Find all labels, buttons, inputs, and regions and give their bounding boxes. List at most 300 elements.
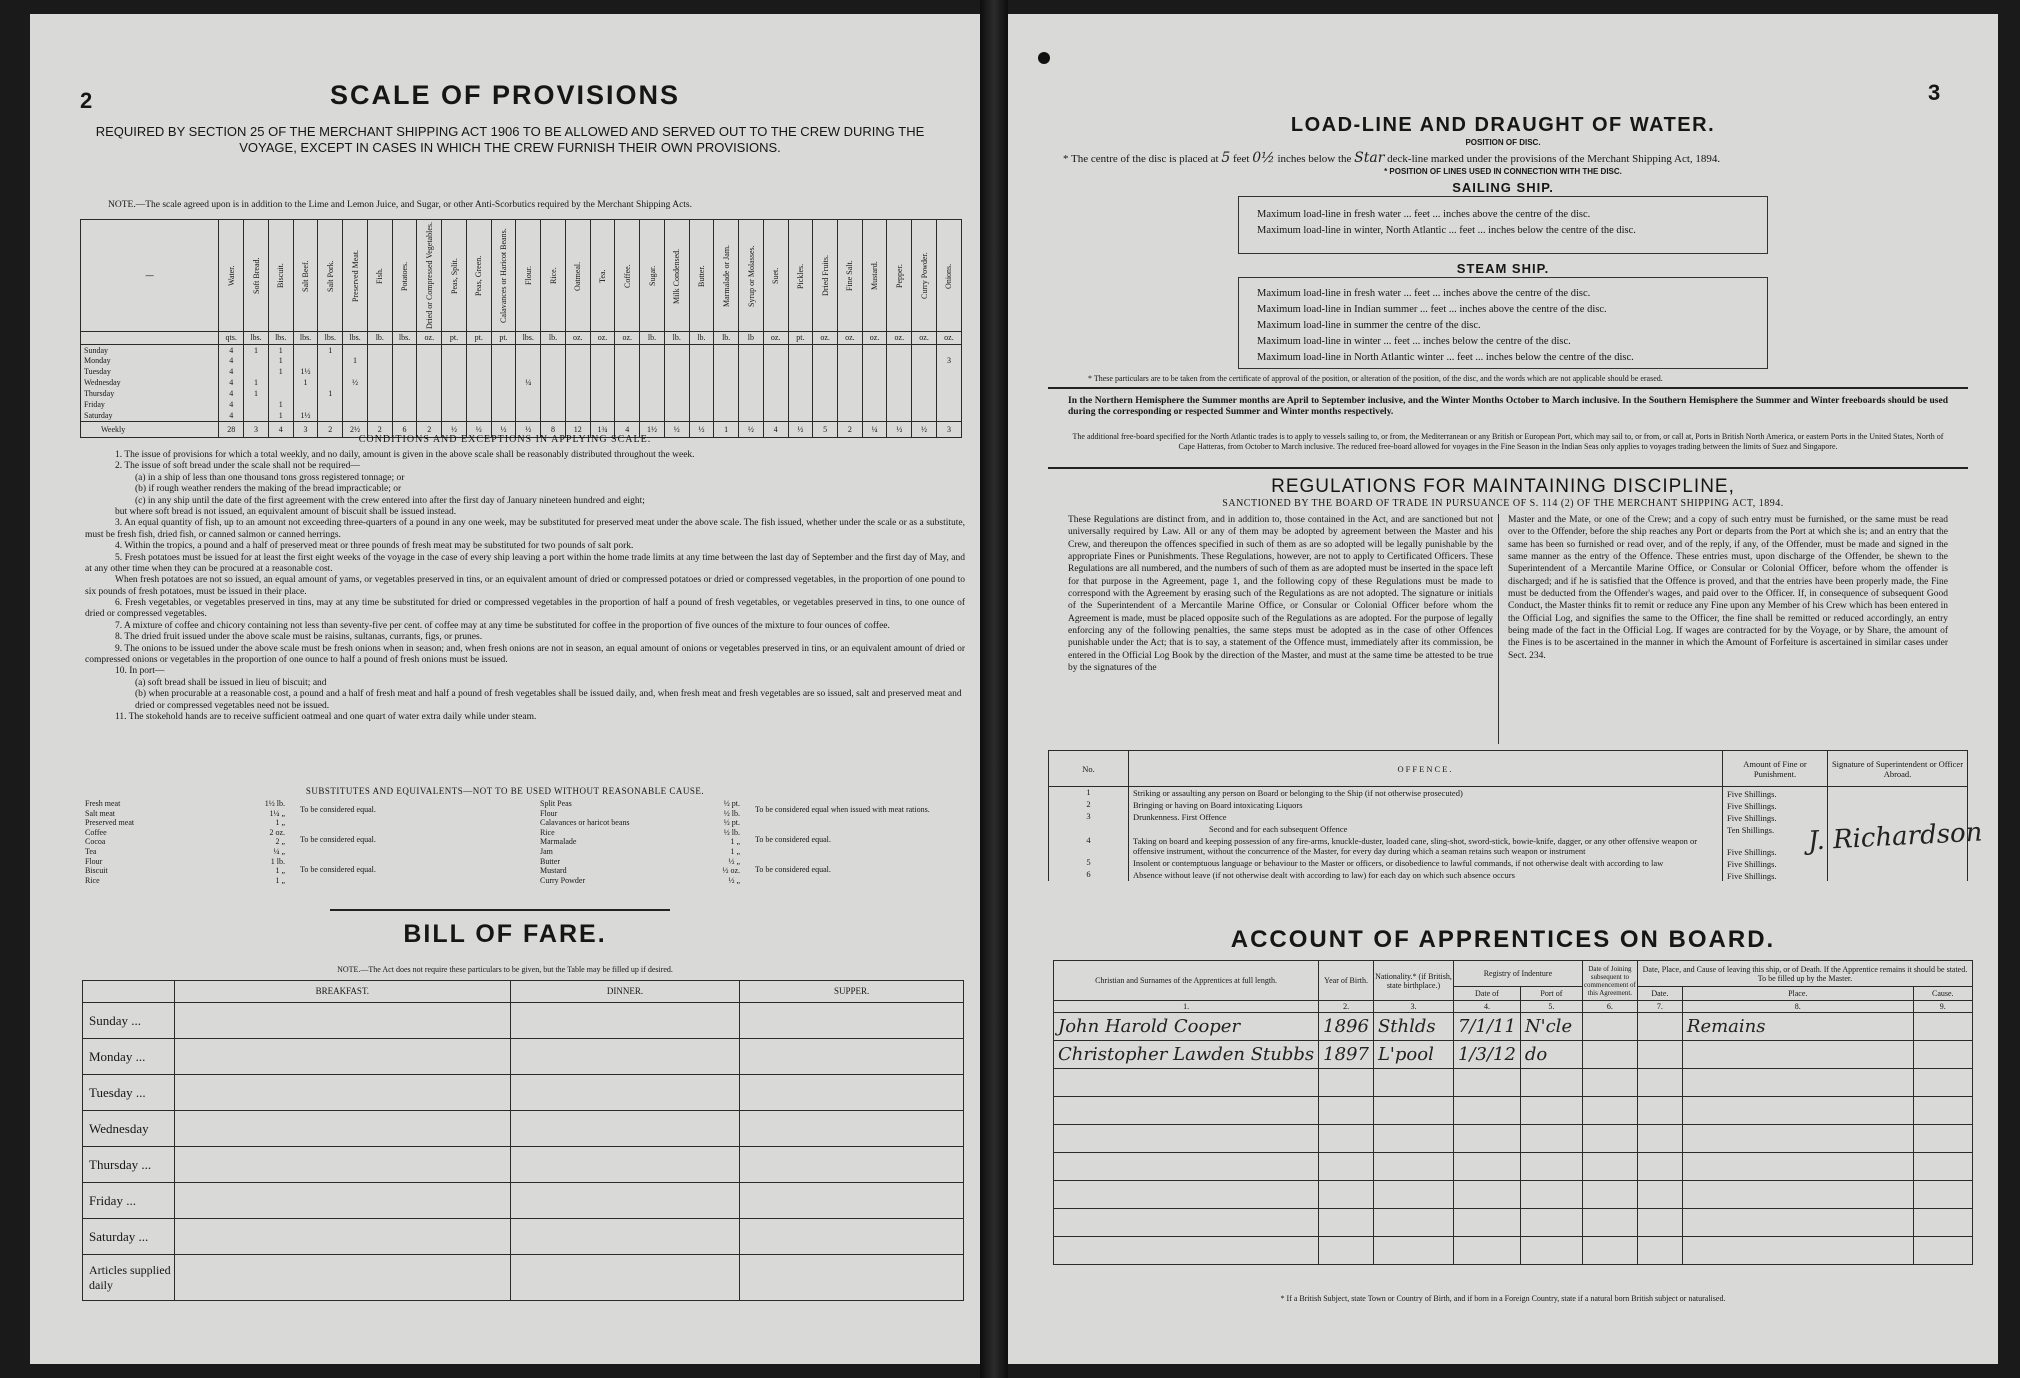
- provision-cell: [343, 366, 368, 377]
- provision-column-header: Salt Pork.: [318, 220, 343, 332]
- bill-cell: [175, 1003, 511, 1039]
- offence-text: Insolent or contemptuous language or behaviour to the Master or officers, or disobedience to lawful commands, if not otherwise dealt with according to law: [1129, 857, 1723, 869]
- provision-column-header: Pepper.: [887, 220, 912, 332]
- apprentice-l_cause: [1913, 1209, 1972, 1237]
- provision-cell: [343, 399, 368, 410]
- bill-row: [83, 1003, 964, 1039]
- conditions-list: [85, 450, 965, 723]
- provision-cell: [466, 410, 491, 421]
- provision-cell: [318, 366, 343, 377]
- substitute-qty: 1 „: [730, 846, 740, 856]
- disc-feet-value: 5: [1221, 150, 1231, 166]
- provision-cell: [689, 388, 714, 399]
- apprentice-year: [1319, 1153, 1374, 1181]
- loadline-footnote: * These particulars are to be taken from the certificate of approval of the position, or alteration of the position, of the disc, and the words which are not applicable should be erased.: [1088, 374, 1663, 383]
- provision-cell: [912, 355, 937, 366]
- provision-cell: [293, 399, 318, 410]
- apprentices-footnote: * If a British Subject, state Town or Country of Birth, and if born in a Foreign Country, state if a natural born British subject or naturalised.: [1280, 1294, 1726, 1303]
- weekly-cell: 4: [615, 421, 640, 437]
- provision-cell: [739, 410, 764, 421]
- provision-cell: [739, 377, 764, 388]
- substitute-item: Salt meat: [85, 808, 115, 818]
- substitute-qty: ½ oz.: [722, 866, 740, 876]
- apprentice-nat: [1373, 1209, 1453, 1237]
- substitutes-left: [85, 799, 495, 885]
- bill-cell: [175, 1219, 511, 1255]
- provision-unit: oz.: [912, 331, 937, 344]
- provision-cell: [244, 366, 269, 377]
- provision-column-header: Calavances or Haricot Beans.: [491, 220, 516, 332]
- page-subtitle: REQUIRED BY SECTION 25 OF THE MERCHANT SHIPPING ACT 1906 TO BE ALLOWED AND SERVED OUT TO THE CREW DURING THE VOYAGE, EXCEPT IN CASES IN WHICH THE CREW FURNISH THEIR OWN PROVISIONS.: [95, 124, 925, 155]
- substitute-item: Marmalade: [540, 837, 577, 847]
- provision-unit: oz.: [813, 331, 838, 344]
- provision-cell: [763, 399, 788, 410]
- provision-cell: [664, 377, 689, 388]
- provision-cell: [491, 355, 516, 366]
- apprentice-joining: [1582, 1153, 1637, 1181]
- provision-cell: [318, 355, 343, 366]
- disc-line-text-c: inches below the: [1277, 153, 1352, 165]
- provision-cell: [367, 399, 392, 410]
- bill-row: [83, 1255, 964, 1301]
- provision-cell: [714, 410, 739, 421]
- provision-cell: 1½: [293, 410, 318, 421]
- apprentice-row: [1054, 1209, 1973, 1237]
- provision-cell: [293, 344, 318, 355]
- bill-cell: [510, 1039, 740, 1075]
- bill-cell: [740, 1147, 964, 1183]
- provision-cell: [813, 344, 838, 355]
- apprentice-year: [1319, 1069, 1374, 1097]
- provision-cell: [813, 388, 838, 399]
- apprentice-year: [1319, 1097, 1374, 1125]
- apprentice-remark: [1682, 1097, 1913, 1125]
- sailing-line: Maximum load-line in fresh water ... feet ... inches above the centre of the disc.: [1257, 209, 1591, 220]
- apprentice-row: [1054, 1181, 1973, 1209]
- steam-ship-title: STEAM SHIP.: [1456, 261, 1550, 276]
- disc-deck-value: Star: [1354, 150, 1385, 166]
- provision-cell: [268, 377, 293, 388]
- provision-column-header: Milk Condensed.: [664, 220, 689, 332]
- bill-day-label: Sunday ...: [83, 1003, 175, 1039]
- weekly-cell: ½: [664, 421, 689, 437]
- substitute-qty: 1 „: [275, 875, 285, 885]
- apprentice-year: [1319, 1181, 1374, 1209]
- page-number-right: 3: [1928, 80, 1941, 105]
- disc-line: [1063, 150, 1963, 166]
- bill-cell: [740, 1039, 964, 1075]
- provision-cell: [541, 366, 566, 377]
- app-colnum: 7.: [1637, 1001, 1682, 1013]
- provision-cell: 1½: [293, 366, 318, 377]
- provision-cell: [590, 355, 615, 366]
- provision-column-header: Soft Bread.: [244, 220, 269, 332]
- apprentice-l_date: [1637, 1153, 1682, 1181]
- weekly-cell: 28: [219, 421, 244, 437]
- bill-cell: [740, 1003, 964, 1039]
- apprentice-port: N'cle: [1520, 1013, 1582, 1041]
- app-colnum: 5.: [1520, 1001, 1582, 1013]
- apprentice-l_cause: [1913, 1237, 1972, 1265]
- provision-cell: [689, 377, 714, 388]
- provision-cell: [936, 399, 961, 410]
- condition-item: 6. Fresh vegetables, or vegetables preserved in tins, may at any time be substituted for dried or compressed vegetables in the proportion of half a pound of fresh vegetables, or vegetables preserved in tins, to one ounce of dried or compressed vegetables.: [85, 598, 965, 620]
- provision-unit: oz.: [763, 331, 788, 344]
- bill-cell: [175, 1183, 511, 1219]
- apprentice-name: Christopher Lawden Stubbs: [1054, 1041, 1319, 1069]
- substitutes-title: SUBSTITUTES AND EQUIVALENTS—NOT TO BE USED WITHOUT REASONABLE CAUSE.: [305, 786, 705, 796]
- provision-cell: [417, 410, 442, 421]
- apprentice-port: [1520, 1153, 1582, 1181]
- officer-signature: J. Richardson: [1807, 817, 1984, 857]
- apprentice-l_date: [1637, 1069, 1682, 1097]
- substitute-row: [85, 818, 495, 828]
- bill-day-label: Wednesday: [83, 1111, 175, 1147]
- provision-cell: [788, 355, 813, 366]
- apprentice-port: [1520, 1181, 1582, 1209]
- offence-signature-cell: [1828, 857, 1968, 869]
- apprentice-row: [1054, 1013, 1973, 1041]
- provision-cell: [491, 377, 516, 388]
- offence-no: 2: [1049, 799, 1129, 811]
- condition-item: 5. Fresh potatoes must be issued for at least the first eight weeks of the voyage in the case of every ship leaving a port within the home trade limits at any time between the last day of September and the first day of May, and at any other time when they can be procured at a reasonable cost.: [85, 552, 965, 574]
- condition-item: (c) in any ship until the date of the first agreement with the crew entered into after the first day of January nineteen hundred and eight;: [135, 495, 645, 506]
- substitute-item: Biscuit: [85, 866, 108, 876]
- provision-cell: [912, 410, 937, 421]
- provision-cell: [664, 344, 689, 355]
- provision-cell: [763, 366, 788, 377]
- provision-unit: lbs.: [318, 331, 343, 344]
- provision-column-header: Biscuit.: [268, 220, 293, 332]
- apprentice-l_cause: [1913, 1097, 1972, 1125]
- provision-cell: [466, 344, 491, 355]
- apprentice-name: [1054, 1125, 1319, 1153]
- provision-cell: [367, 377, 392, 388]
- provision-column-header: Potatoes.: [392, 220, 417, 332]
- app-colnum: 3.: [1373, 1001, 1453, 1013]
- provision-cell: [813, 355, 838, 366]
- substitute-item: Preserved meat: [85, 818, 135, 828]
- apprentice-name: [1054, 1097, 1319, 1125]
- apprentices-title: ACCOUNT OF APPRENTICES ON BOARD.: [1230, 926, 1776, 953]
- substitute-row: [540, 876, 960, 886]
- provision-cell: [417, 355, 442, 366]
- provision-cell: 1: [343, 355, 368, 366]
- provision-cell: 4: [219, 399, 244, 410]
- weekly-cell: 2: [318, 421, 343, 437]
- apprentice-nat: [1373, 1069, 1453, 1097]
- book-spine: [980, 0, 1008, 1378]
- bill-cell: [740, 1255, 964, 1301]
- offence-row: [1049, 799, 1968, 811]
- condition-item: 1. The issue of provisions for which a total weekly, and no daily, amount is given in the above scale shall be reasonably distributed throughout the week.: [115, 450, 695, 460]
- apprentice-l_cause: [1913, 1153, 1972, 1181]
- provision-cell: [343, 388, 368, 399]
- weekly-cell: ¼: [862, 421, 887, 437]
- provision-unit: lb.: [689, 331, 714, 344]
- weekly-cell: 5: [813, 421, 838, 437]
- apprentice-nat: Sthlds: [1373, 1013, 1453, 1041]
- provision-unit: pt.: [466, 331, 491, 344]
- provision-cell: [936, 388, 961, 399]
- provision-cell: [788, 388, 813, 399]
- provision-cell: [664, 410, 689, 421]
- bill-cell: [510, 1147, 740, 1183]
- provision-cell: [936, 410, 961, 421]
- bill-cell: [510, 1075, 740, 1111]
- provision-cell: [862, 399, 887, 410]
- provision-day: Thursday: [81, 388, 219, 399]
- provision-column-header: Marmalade or Jam.: [714, 220, 739, 332]
- provision-cell: [664, 388, 689, 399]
- substitute-item: Calavances or haricot beans: [540, 818, 630, 828]
- substitute-item: Flour: [540, 808, 558, 818]
- provision-column-header: Water.: [219, 220, 244, 332]
- apprentice-joining: [1582, 1237, 1637, 1265]
- provision-cell: [912, 366, 937, 377]
- provision-cell: [565, 366, 590, 377]
- units-label-cell: [81, 331, 219, 344]
- apprentice-row: [1054, 1237, 1973, 1265]
- provision-cell: 1: [268, 355, 293, 366]
- weekly-cell: 3: [244, 421, 269, 437]
- provision-cell: [367, 344, 392, 355]
- binding-hole: [1038, 52, 1050, 64]
- substitutes-right: [540, 799, 960, 885]
- weekly-cell: 1½: [640, 421, 665, 437]
- provision-unit: oz.: [862, 331, 887, 344]
- provision-day: Monday: [81, 355, 219, 366]
- provision-cell: [837, 344, 862, 355]
- weekly-cell: 6: [392, 421, 417, 437]
- apprentice-date: [1453, 1097, 1520, 1125]
- provision-cell: [887, 366, 912, 377]
- provision-cell: [541, 399, 566, 410]
- provision-column-header: Preserved Meat.: [343, 220, 368, 332]
- sailing-ship-title: SAILING SHIP.: [1452, 180, 1554, 195]
- apprentice-remark: Remains: [1682, 1013, 1913, 1041]
- offence-text: Bringing or having on Board intoxicating Liquors: [1129, 799, 1723, 811]
- bill-day-label: Friday ...: [83, 1183, 175, 1219]
- apprentice-l_date: [1637, 1013, 1682, 1041]
- provision-cell: [887, 344, 912, 355]
- apprentice-joining: [1582, 1125, 1637, 1153]
- provision-cell: [763, 377, 788, 388]
- bill-cell: [175, 1111, 511, 1147]
- offence-row: [1049, 869, 1968, 881]
- substitute-row: [540, 818, 960, 828]
- rule-2: [1048, 467, 1968, 469]
- provision-cell: [615, 366, 640, 377]
- apprentice-date: 7/1/11: [1453, 1013, 1520, 1041]
- provision-cell: [343, 344, 368, 355]
- provision-cell: [442, 355, 467, 366]
- provision-cell: [565, 399, 590, 410]
- provision-column-header: Salt Beef.: [293, 220, 318, 332]
- provision-cell: [590, 388, 615, 399]
- apprentice-joining: [1582, 1069, 1637, 1097]
- weekly-cell: ½: [788, 421, 813, 437]
- provision-cell: [640, 366, 665, 377]
- offence-fine: Five Shillings.: [1723, 835, 1828, 857]
- offence-signature-cell: [1828, 869, 1968, 881]
- provision-day: Sunday: [81, 344, 219, 355]
- offence-fine: Five Shillings.: [1723, 869, 1828, 881]
- provision-cell: [541, 410, 566, 421]
- provision-cell: [318, 377, 343, 388]
- provision-cell: [936, 377, 961, 388]
- provision-cell: [491, 366, 516, 377]
- weekly-cell: 2: [417, 421, 442, 437]
- apprentice-l_cause: [1913, 1125, 1972, 1153]
- substitute-item: Rice: [540, 827, 555, 837]
- provision-cell: [466, 366, 491, 377]
- substitute-qty: 2 oz.: [269, 827, 285, 837]
- substitute-note: To be considered equal when issued with meat rations.: [755, 805, 930, 814]
- app-leaving-header: Date, Place, and Cause of leaving this ship, or of Death. If the Apprentice remains it should be stated. To be filled up by the Master.: [1637, 961, 1972, 987]
- right-page: [1008, 14, 1998, 1364]
- provision-cell: [739, 388, 764, 399]
- apprentice-port: [1520, 1125, 1582, 1153]
- provision-cell: [516, 388, 541, 399]
- provision-cell: [862, 344, 887, 355]
- weekly-cell: 4: [268, 421, 293, 437]
- bill-cell: [175, 1147, 511, 1183]
- provision-cell: [392, 355, 417, 366]
- provision-cell: [615, 388, 640, 399]
- provision-row: [81, 399, 962, 410]
- app-name-header: Christian and Surnames of the Apprentices at full length.: [1054, 961, 1319, 1001]
- provision-column-header: Tea.: [590, 220, 615, 332]
- provision-cell: [689, 399, 714, 410]
- apprentice-row: [1054, 1041, 1973, 1069]
- provision-cell: [739, 399, 764, 410]
- weekly-cell: 1: [714, 421, 739, 437]
- provision-cell: [640, 410, 665, 421]
- provision-cell: [887, 377, 912, 388]
- provision-cell: [615, 410, 640, 421]
- provision-cell: ½: [343, 377, 368, 388]
- provision-cell: [837, 355, 862, 366]
- apprentice-remark: [1682, 1041, 1913, 1069]
- weekly-cell: ½: [689, 421, 714, 437]
- provision-column-header: Onions.: [936, 220, 961, 332]
- provision-cell: 1: [268, 344, 293, 355]
- condition-item: but where soft bread is not issued, an equivalent amount of biscuit shall be issued instead.: [115, 506, 457, 517]
- season-note-2: The additional free-board specified for the North Atlantic trades is to apply to vessels sailing to, or from, the Mediterranean or any British or European Port, which may sail to, or from, or call at, Ports in British North America, or eastern Ports in the United States, North of Cape Hatteras, from October to March inclusive. The reduced free-board allowed for voyages in the Fine Season in the Indian Seas only applies to voyages trading between the limits of Suez and Singapore.: [1072, 432, 1944, 451]
- bill-row: [83, 1219, 964, 1255]
- provision-cell: [664, 355, 689, 366]
- offence-fine: Ten Shillings.: [1723, 823, 1828, 835]
- disc-inches-value: 0½: [1252, 150, 1275, 166]
- fine-header: Amount of Fine or Punishment.: [1723, 751, 1828, 787]
- provision-cell: [392, 410, 417, 421]
- substitute-item: Rice: [85, 875, 100, 885]
- provision-cell: [417, 344, 442, 355]
- substitute-qty: 2 „: [275, 837, 285, 847]
- provision-column-header: Butter.: [689, 220, 714, 332]
- weekly-cell: 3: [936, 421, 961, 437]
- substitute-item: Cocoa: [85, 837, 106, 847]
- provision-cell: [887, 388, 912, 399]
- apprentice-nat: [1373, 1237, 1453, 1265]
- offence-row: [1049, 811, 1968, 823]
- weekly-cell: 1¾: [590, 421, 615, 437]
- bill-rule: [330, 909, 670, 911]
- provision-unit: pt.: [491, 331, 516, 344]
- provision-cell: [590, 399, 615, 410]
- app-year-header: Year of Birth.: [1319, 961, 1374, 1001]
- provision-cell: 1: [244, 377, 269, 388]
- provision-cell: [739, 355, 764, 366]
- provision-cell: [516, 366, 541, 377]
- bill-of-fare-table: [82, 980, 964, 1301]
- substitute-item: Flour: [85, 856, 103, 866]
- apprentice-l_date: [1637, 1237, 1682, 1265]
- offence-signature-cell: [1828, 787, 1968, 800]
- provision-cell: [244, 399, 269, 410]
- provision-cell: [565, 410, 590, 421]
- provision-cell: 1: [244, 388, 269, 399]
- provision-cell: [590, 344, 615, 355]
- weekly-cell: ½: [739, 421, 764, 437]
- provision-row: [81, 344, 962, 355]
- apprentice-l_cause: [1913, 1041, 1972, 1069]
- app-colnum: 9.: [1913, 1001, 1972, 1013]
- bill-day-label: Saturday ...: [83, 1219, 175, 1255]
- offence-text: Absence without leave (if not otherwise dealt with according to law) for each day on which such absence occurs: [1129, 869, 1723, 881]
- provision-column-header: Fish.: [367, 220, 392, 332]
- provision-unit: oz.: [887, 331, 912, 344]
- provision-cell: [491, 410, 516, 421]
- substitute-qty: ½ pt.: [723, 818, 740, 828]
- provision-cell: [590, 377, 615, 388]
- bill-note: NOTE.—The Act does not require these particulars to be given, but the Table may be filled up if desired.: [337, 965, 673, 974]
- provision-unit: lbs.: [268, 331, 293, 344]
- offence-no: 1: [1049, 787, 1129, 800]
- apprentice-year: 1897: [1319, 1041, 1374, 1069]
- provision-cell: [491, 399, 516, 410]
- apprentice-date: [1453, 1209, 1520, 1237]
- provision-row: [81, 377, 962, 388]
- weekly-label: Weekly: [81, 421, 219, 437]
- provision-cell: [565, 355, 590, 366]
- offences-table: [1048, 750, 1968, 881]
- provision-cell: [565, 377, 590, 388]
- apprentice-port: [1520, 1097, 1582, 1125]
- provision-unit: lb.: [541, 331, 566, 344]
- app-leave-cause-header: Cause.: [1913, 987, 1972, 1001]
- regulations-divider: [1498, 514, 1499, 744]
- provision-cell: [541, 388, 566, 399]
- steam-ship-box: [1238, 277, 1768, 369]
- offence-fine: Five Shillings.: [1723, 787, 1828, 800]
- app-leave-date-header: Date.: [1637, 987, 1682, 1001]
- provision-cell: [442, 399, 467, 410]
- regulations-subtitle: SANCTIONED BY THE BOARD OF TRADE IN PURSUANCE OF S. 114 (2) OF THE MERCHANT SHIPPING ACT, 1894.: [1222, 498, 1784, 509]
- season-note: In the Northern Hemisphere the Summer months are April to September inclusive, and the Winter Months October to March inclusive. In the Southern Hemisphere the Summer and Winter freeboards should be used during the corresponding or respected Summer and Winter months respectively.: [1068, 396, 1948, 418]
- provision-cell: [862, 355, 887, 366]
- substitute-note: To be considered equal.: [300, 835, 376, 844]
- provision-column-header: Peas, Green.: [466, 220, 491, 332]
- sailing-line: Maximum load-line in winter, North Atlantic ... feet ... inches below the centre of the disc.: [1257, 224, 1636, 236]
- provision-cell: [837, 366, 862, 377]
- weekly-cell: 8: [541, 421, 566, 437]
- substitute-note: To be considered equal.: [755, 865, 831, 874]
- provision-cell: [862, 377, 887, 388]
- provision-day: Wednesday: [81, 377, 219, 388]
- condition-item: (b) if rough weather renders the making of the bread impracticable; or: [135, 484, 402, 495]
